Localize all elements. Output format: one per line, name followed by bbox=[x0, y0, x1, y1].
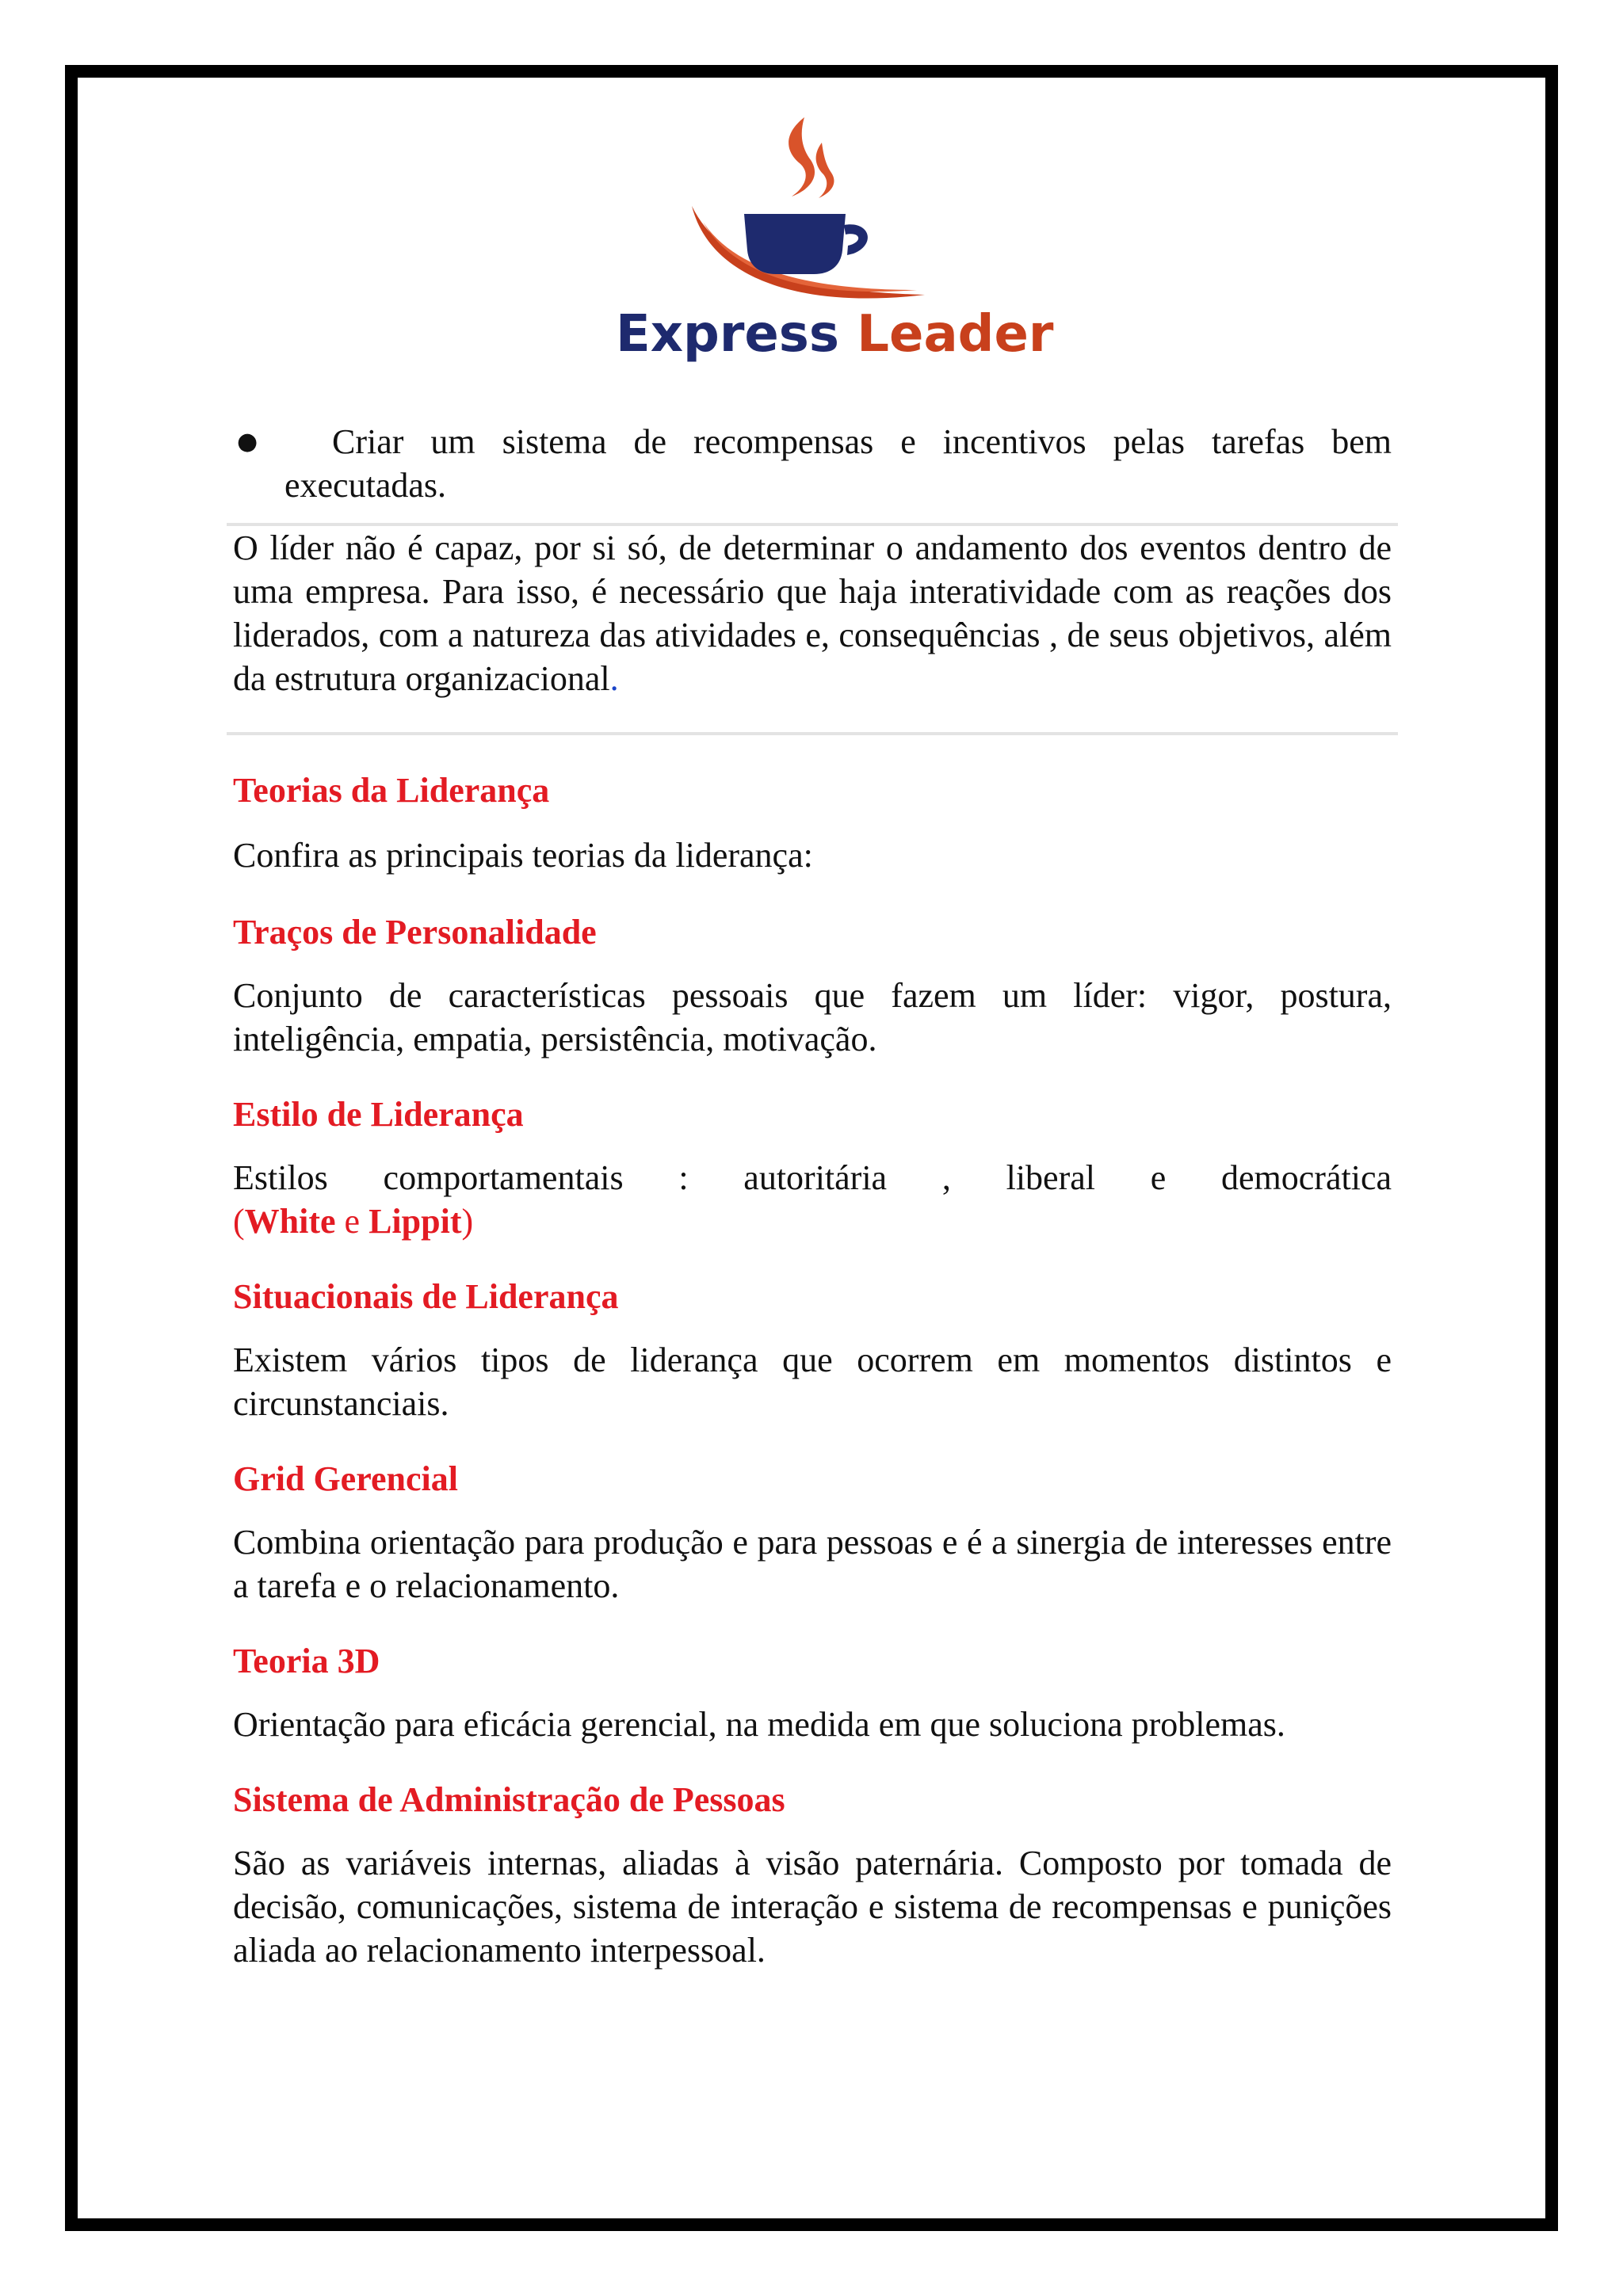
coffee-cup-logo-icon bbox=[616, 111, 1012, 309]
brand-name bbox=[616, 305, 1054, 364]
express-leader-logo bbox=[616, 111, 1054, 376]
heading-teorias: Teorias da Liderança bbox=[233, 771, 550, 810]
body-teoria3d: Orientação para eficácia gerencial, na medida em que soluciona problemas. bbox=[233, 1705, 1285, 1744]
author-connector: e bbox=[335, 1202, 369, 1241]
body-sistema: São as variáveis internas, aliadas à visão paternária. Composto por tomada de decisão, comunicações, sistema de interação e sistema de recompensas e punições aliada ao relacionamento interpessoal. bbox=[233, 1844, 1392, 1970]
body-estilo-authors bbox=[233, 1199, 1392, 1243]
body-teorias: Confira as principais teorias da liderança: bbox=[233, 836, 813, 875]
heading-grid: Grid Gerencial bbox=[233, 1459, 458, 1498]
body-situacionais: Existem vários tipos de liderança que ocorrem em momentos distintos e circunstanciais. bbox=[233, 1341, 1392, 1423]
open-paren: ( bbox=[233, 1202, 245, 1241]
heading-teoria3d: Teoria 3D bbox=[233, 1642, 380, 1680]
body-tracos: Conjunto de características pessoais que fazem um líder: vigor, postura, inteligência, empatia, persistência, motivação. bbox=[233, 976, 1392, 1058]
author-lippit: Lippit bbox=[369, 1202, 462, 1241]
intro-end-mark: . bbox=[609, 659, 619, 698]
intro-paragraph bbox=[233, 526, 1392, 700]
heading-estilo: Estilo de Liderança bbox=[233, 1095, 524, 1134]
author-white: White bbox=[244, 1202, 336, 1241]
body-estilo-line1: Estilos comportamentais : autoritária , liberal e democrática bbox=[233, 1158, 1392, 1197]
document-body bbox=[233, 420, 1392, 1972]
brand-word-express: Express bbox=[616, 305, 839, 364]
bullet-item bbox=[233, 420, 1392, 507]
heading-tracos: Traços de Personalidade bbox=[233, 913, 597, 952]
intro-text: O líder não é capaz, por si só, de determinar o andamento dos eventos dentro de uma empresa. Para isso, é necessário que haja interatividade com as reações dos liderados, com a natureza das atividades e, consequências , de seus objetivos, além da estrutura organizacional bbox=[233, 528, 1392, 698]
heading-situacionais: Situacionais de Liderança bbox=[233, 1277, 619, 1316]
heading-sistema: Sistema de Administração de Pessoas bbox=[233, 1780, 785, 1819]
bullet-dot-icon: ● bbox=[237, 428, 258, 456]
close-paren: ) bbox=[461, 1202, 474, 1241]
body-grid: Combina orientação para produção e para pessoas e é a sinergia de interesses entre a tarefa e o relacionamento. bbox=[233, 1523, 1392, 1605]
bullet-text: Criar um sistema de recompensas e incentivos pelas tarefas bem executadas. bbox=[285, 422, 1392, 505]
divider bbox=[227, 732, 1398, 735]
brand-word-leader: Leader bbox=[857, 305, 1054, 364]
